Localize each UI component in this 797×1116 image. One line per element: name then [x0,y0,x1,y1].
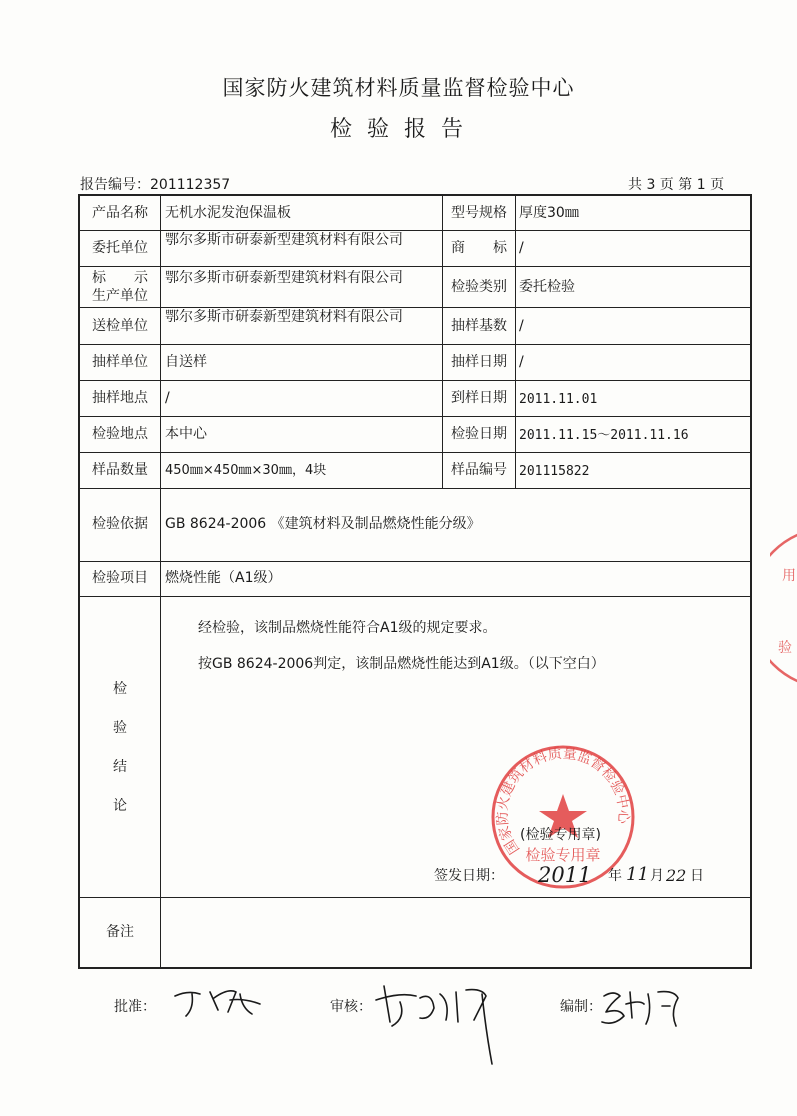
quantity-label: 样品数量 [92,462,148,478]
approve-label: 批准： [114,999,156,1015]
stamp-note: (检验专用章) [520,827,601,843]
partial-seal-text-top: 用 [782,568,796,584]
conclusion-label-char-4: 论 [113,798,127,814]
test-place-label: 检验地点 [92,426,148,442]
issue-date-label: 签发日期： [434,868,504,884]
basis-label: 检验依据 [92,516,148,532]
conclusion-label-char-2: 验 [113,720,127,736]
sample-place-value: / [165,390,170,406]
report-title: 检 验 报 告 [330,117,467,142]
test-date-label: 检验日期 [451,426,507,442]
producer-label-line1: 标 示 [92,270,148,286]
report-number: 报告编号：201112357 [80,177,231,193]
sample-base-label: 抽样基数 [451,318,507,334]
category-label: 检验类别 [451,279,507,295]
submitter-label: 送检单位 [92,318,148,334]
sample-base-value: / [519,318,524,334]
sampler-label: 抽样单位 [92,354,148,370]
sample-no-label: 样品编号 [451,462,507,478]
test-place-value: 本中心 [165,426,207,442]
producer-value: 鄂尔多斯市研泰新型建筑材料有限公司 [165,270,403,286]
test-date-value: 2011.11.15～2011.11.16 [519,428,689,443]
conclusion-line-2: 按GB 8624-2006判定，该制品燃烧性能达到A1级。（以下空白） [198,656,605,672]
remarks-label: 备注 [106,924,134,940]
sample-date-label: 抽样日期 [451,354,507,370]
review-signature [370,972,510,1076]
seal-ring-text: 国家防火建筑材料质量监督检验中心 [494,745,632,857]
seal-center-text: 检验专用章 [525,846,601,864]
trademark-value: / [519,240,524,256]
conclusion-label-char-3: 结 [113,759,127,775]
org-title: 国家防火建筑材料质量监督检验中心 [222,76,575,100]
category-value: 委托检验 [519,279,575,295]
sampler-value: 自送样 [165,354,207,370]
issue-date-month: 11 [626,864,649,885]
page-info: 共 3 页 第 1 页 [628,177,725,193]
issue-date-year: 2011 [538,863,592,887]
issue-date-day: 22 [666,866,687,885]
trademark-label: 商 标 [451,240,507,256]
quantity-value: 450㎜×450㎜×30㎜，4块 [165,463,327,478]
conclusion-line-1: 经检验，该制品燃烧性能符合A1级的规定要求。 [198,620,497,636]
arrival-date-value: 2011.11.01 [519,392,598,407]
sample-no-value: 201115822 [519,464,590,479]
sample-date-value: / [519,354,524,370]
conclusion-label-char-1: 检 [113,681,127,697]
product-name-label: 产品名称 [92,205,148,221]
submitter-value: 鄂尔多斯市研泰新型建筑材料有限公司 [165,309,403,325]
model-value: 厚度30㎜ [519,205,579,221]
arrival-date-label: 到样日期 [451,390,507,406]
partial-seal-right [770,528,797,688]
approve-signature [170,982,270,1026]
issue-date-day-unit: 日 [690,868,704,884]
client-label: 委托单位 [92,240,148,256]
basis-value: GB 8624-2006 《建筑材料及制品燃烧性能分级》 [165,516,481,532]
issue-date-month-unit: 月 [650,868,664,884]
item-value: 燃烧性能（A1级） [165,570,282,586]
producer-label-line2: 生产单位 [92,288,148,304]
compile-label: 编制： [560,999,602,1015]
sample-place-label: 抽样地点 [92,390,148,406]
compile-signature [600,982,690,1036]
item-label: 检验项目 [92,570,148,586]
model-label: 型号规格 [451,205,507,221]
partial-seal-text-bottom: 验 [778,640,792,656]
product-name-value: 无机水泥发泡保温板 [165,205,291,221]
review-label: 审核： [330,999,372,1015]
issue-date-year-unit: 年 [608,868,622,884]
client-value: 鄂尔多斯市研泰新型建筑材料有限公司 [165,232,403,248]
